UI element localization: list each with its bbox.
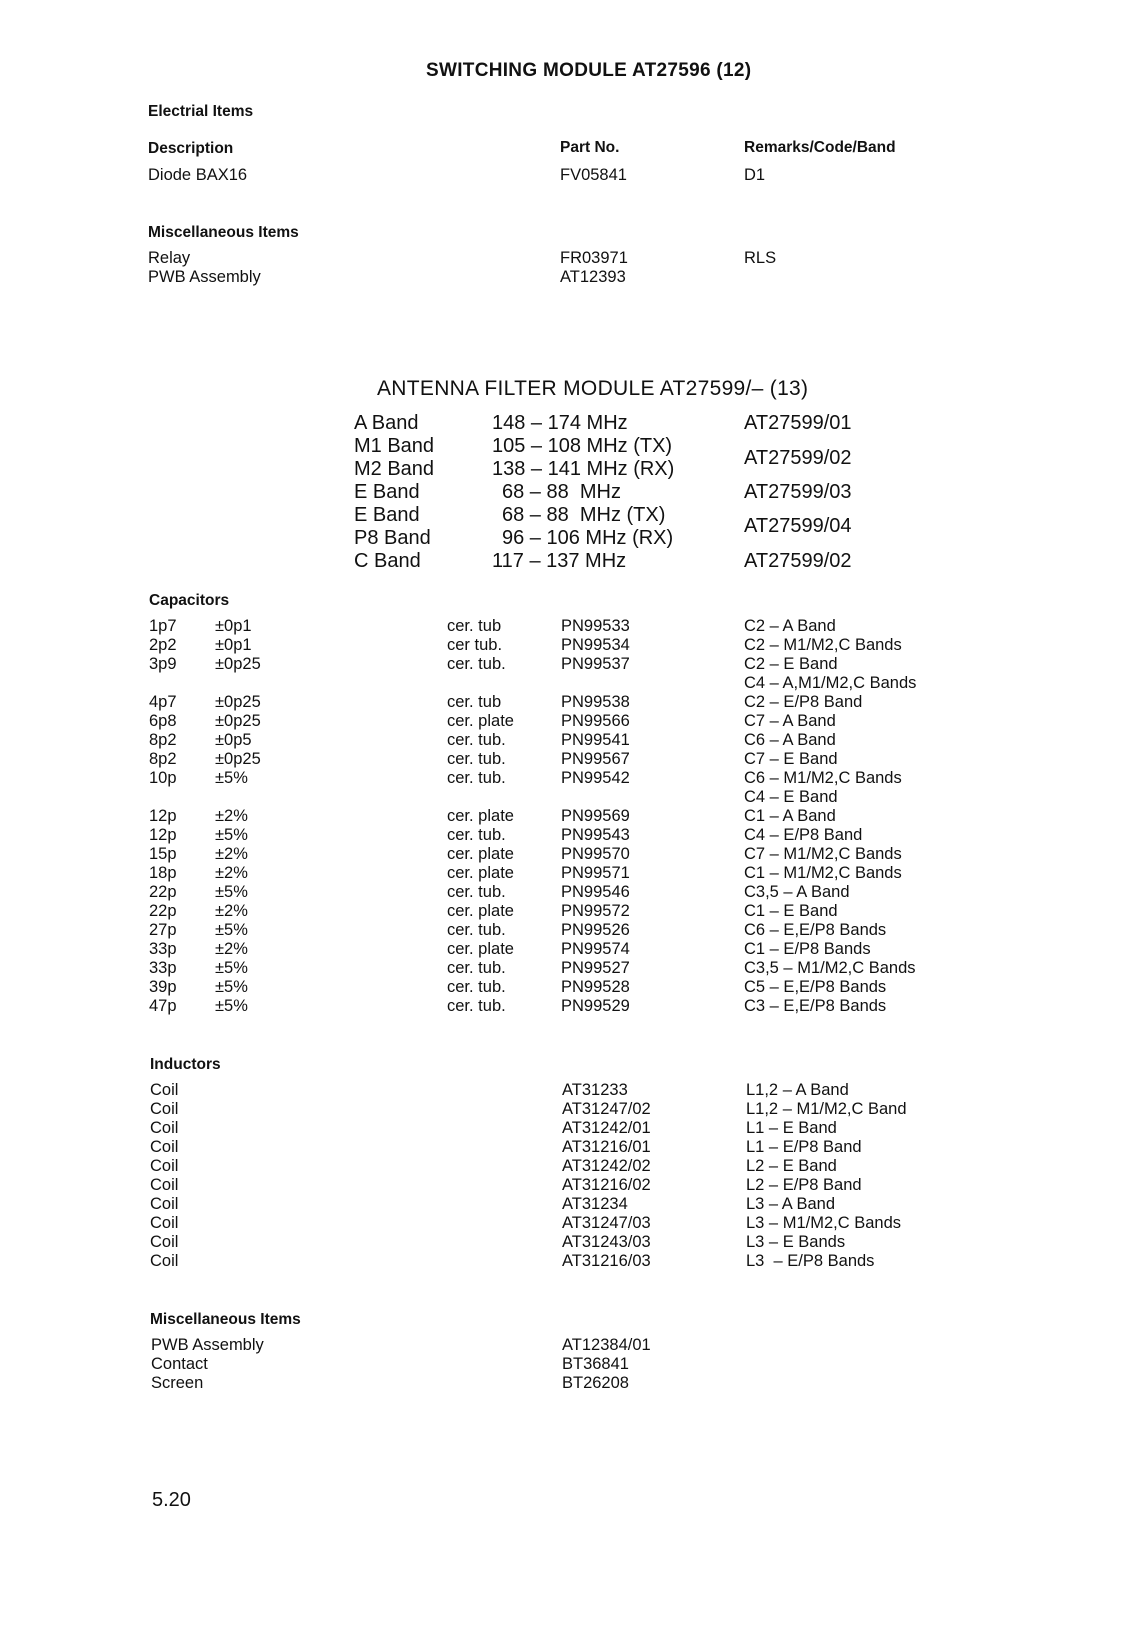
capacitor-row (0, 617, 1130, 637)
cap-part-no: PN99534 (561, 636, 630, 654)
item-part-no: AT12393 (560, 268, 626, 286)
capacitor-row (0, 978, 1130, 998)
band-frequency: 105 – 108 MHz (TX) (492, 435, 673, 457)
capacitor-row (0, 921, 1130, 941)
item-description: Diode BAX16 (148, 166, 248, 184)
capacitor-row (0, 788, 1130, 808)
misc-item-row (0, 1355, 1130, 1375)
module-code: AT27599/02 (744, 447, 852, 469)
misc-item-row (0, 1374, 1130, 1394)
module-code: AT27599/04 (744, 515, 852, 537)
cap-remark: C3 – E,E/P8 Bands (744, 997, 887, 1015)
capacitor-row (0, 674, 1130, 694)
inductor-row (0, 1138, 1130, 1158)
inductor-remark: L1,2 – M1/M2,C Band (746, 1100, 907, 1118)
cap-value: 3p9 (149, 655, 177, 673)
cap-tolerance: ±5% (215, 769, 248, 787)
inductor-row (0, 1252, 1130, 1272)
item-part-no: AT12384/01 (562, 1336, 651, 1354)
inductor-remark: L2 – E/P8 Band (746, 1176, 862, 1194)
item-remark: RLS (744, 249, 777, 267)
cap-tolerance: ±5% (215, 883, 248, 901)
band-name: P8 Band (354, 527, 431, 549)
cap-type: cer. plate (447, 864, 514, 882)
inductor-part-no: AT31234 (562, 1195, 628, 1213)
module-code: AT27599/03 (744, 481, 852, 503)
cap-tolerance: ±5% (215, 959, 248, 977)
cap-tolerance: ±0p1 (215, 617, 252, 635)
cap-remark: C1 – E Band (744, 902, 838, 920)
cap-value: 27p (149, 921, 177, 939)
cap-remark: C6 – E,E/P8 Bands (744, 921, 887, 939)
misc-item-row (0, 1336, 1130, 1356)
cap-remark: C1 – E/P8 Bands (744, 940, 871, 958)
cap-remark: C5 – E,E/P8 Bands (744, 978, 887, 996)
col-part-header: Part No. (560, 139, 620, 156)
cap-remark: C3,5 – M1/M2,C Bands (744, 959, 916, 977)
cap-value: 1p7 (149, 617, 177, 635)
antenna-title: ANTENNA FILTER MODULE AT27599/– (13) (377, 377, 809, 400)
cap-tolerance: ±0p25 (215, 693, 261, 711)
item-part-no: BT26208 (562, 1374, 629, 1392)
capacitor-row (0, 769, 1130, 789)
cap-value: 6p8 (149, 712, 177, 730)
inductor-part-no: AT31247/03 (562, 1214, 651, 1232)
inductor-description: Coil (150, 1100, 179, 1118)
cap-type: cer tub. (447, 636, 503, 654)
cap-remark: C6 – A Band (744, 731, 836, 749)
item-part-no: FR03971 (560, 249, 628, 267)
module-code: AT27599/02 (744, 550, 852, 572)
cap-remark: C4 – E Band (744, 788, 838, 806)
cap-value: 33p (149, 959, 177, 977)
misc-item-row (0, 249, 1130, 269)
electrical-items-heading: Electrial Items (148, 103, 254, 120)
cap-type: cer. plate (447, 845, 514, 863)
inductor-description: Coil (150, 1233, 179, 1251)
cap-tolerance: ±5% (215, 978, 248, 996)
cap-value: 22p (149, 902, 177, 920)
cap-remark: C4 – A,M1/M2,C Bands (744, 674, 917, 692)
band-frequency: 148 – 174 MHz (492, 412, 628, 434)
cap-remark: C6 – M1/M2,C Bands (744, 769, 902, 787)
cap-value: 8p2 (149, 750, 177, 768)
inductor-row (0, 1214, 1130, 1234)
inductor-row (0, 1233, 1130, 1253)
electrical-item-row (0, 166, 1130, 186)
item-description: PWB Assembly (148, 268, 261, 286)
inductor-description: Coil (150, 1214, 179, 1232)
inductor-part-no: AT31216/02 (562, 1176, 651, 1194)
cap-tolerance: ±5% (215, 921, 248, 939)
cap-remark: C1 – A Band (744, 807, 836, 825)
capacitor-row (0, 636, 1130, 656)
item-description: PWB Assembly (151, 1336, 264, 1354)
cap-type: cer. plate (447, 807, 514, 825)
capacitor-row (0, 807, 1130, 827)
item-description: Screen (151, 1374, 204, 1392)
band-name: A Band (354, 412, 419, 434)
cap-part-no: PN99569 (561, 807, 630, 825)
misc-item-row (0, 268, 1130, 288)
item-description: Relay (148, 249, 191, 267)
cap-tolerance: ±5% (215, 997, 248, 1015)
capacitor-row (0, 731, 1130, 751)
item-part-no: BT36841 (562, 1355, 629, 1373)
item-part-no: FV05841 (560, 166, 627, 184)
inductor-description: Coil (150, 1119, 179, 1137)
inductor-description: Coil (150, 1157, 179, 1175)
capacitor-row (0, 826, 1130, 846)
cap-part-no: PN99527 (561, 959, 630, 977)
capacitor-row (0, 712, 1130, 732)
cap-remark: C2 – E Band (744, 655, 838, 673)
cap-part-no: PN99566 (561, 712, 630, 730)
inductor-part-no: AT31247/02 (562, 1100, 651, 1118)
cap-part-no: PN99526 (561, 921, 630, 939)
cap-tolerance: ±0p25 (215, 712, 261, 730)
cap-value: 15p (149, 845, 177, 863)
cap-type: cer. plate (447, 902, 514, 920)
cap-part-no: PN99546 (561, 883, 630, 901)
cap-tolerance: ±2% (215, 807, 248, 825)
page-number: 5.20 (152, 1489, 191, 1511)
cap-part-no: PN99572 (561, 902, 630, 920)
band-name: E Band (354, 481, 420, 503)
cap-value: 18p (149, 864, 177, 882)
cap-part-no: PN99533 (561, 617, 630, 635)
cap-remark: C4 – E/P8 Band (744, 826, 863, 844)
capacitor-row (0, 693, 1130, 713)
inductor-description: Coil (150, 1195, 179, 1213)
cap-value: 22p (149, 883, 177, 901)
cap-remark: C7 – E Band (744, 750, 838, 768)
inductors-heading: Inductors (150, 1056, 221, 1073)
capacitor-row (0, 845, 1130, 865)
band-frequency: 68 – 88 MHz (TX) (502, 504, 666, 526)
switching-title: SWITCHING MODULE AT27596 (12) (426, 60, 752, 81)
item-remark: D1 (744, 166, 766, 184)
col-description-header: Description (148, 140, 234, 157)
cap-tolerance: ±0p5 (215, 731, 252, 749)
cap-tolerance: ±5% (215, 826, 248, 844)
cap-part-no: PN99528 (561, 978, 630, 996)
antenna-misc-heading: Miscellaneous Items (150, 1311, 301, 1328)
cap-value: 12p (149, 826, 177, 844)
cap-value: 39p (149, 978, 177, 996)
cap-type: cer. plate (447, 712, 514, 730)
cap-part-no: PN99542 (561, 769, 630, 787)
cap-value: 8p2 (149, 731, 177, 749)
cap-part-no: PN99537 (561, 655, 630, 673)
cap-type: cer. tub. (447, 731, 506, 749)
inductor-remark: L3 – A Band (746, 1195, 836, 1213)
inductor-row (0, 1081, 1130, 1101)
band-frequency: 96 – 106 MHz (RX) (502, 527, 674, 549)
cap-value: 47p (149, 997, 177, 1015)
cap-part-no: PN99571 (561, 864, 630, 882)
cap-part-no: PN99574 (561, 940, 630, 958)
band-name: E Band (354, 504, 420, 526)
cap-remark: C1 – M1/M2,C Bands (744, 864, 902, 882)
inductor-part-no: AT31216/03 (562, 1252, 651, 1270)
capacitor-row (0, 883, 1130, 903)
inductor-description: Coil (150, 1081, 179, 1099)
inductor-row (0, 1195, 1130, 1215)
cap-remark: C3,5 – A Band (744, 883, 850, 901)
col-remarks-header: Remarks/Code/Band (744, 139, 896, 156)
inductor-remark: L2 – E Band (746, 1157, 837, 1175)
cap-part-no: PN99567 (561, 750, 630, 768)
band-frequency: 138 – 141 MHz (RX) (492, 458, 675, 480)
band-frequency: 68 – 88 MHz (502, 481, 621, 503)
cap-type: cer. tub. (447, 978, 506, 996)
band-name: M1 Band (354, 435, 435, 457)
cap-tolerance: ±2% (215, 902, 248, 920)
inductor-part-no: AT31242/01 (562, 1119, 651, 1137)
cap-type: cer. plate (447, 940, 514, 958)
capacitor-row (0, 750, 1130, 770)
inductor-description: Coil (150, 1138, 179, 1156)
inductor-remark: L3 – E/P8 Bands (746, 1252, 875, 1270)
cap-value: 12p (149, 807, 177, 825)
inductor-part-no: AT31233 (562, 1081, 628, 1099)
cap-tolerance: ±2% (215, 864, 248, 882)
capacitor-row (0, 655, 1130, 675)
inductor-row (0, 1157, 1130, 1177)
cap-remark: C2 – E/P8 Band (744, 693, 863, 711)
cap-remark: C7 – M1/M2,C Bands (744, 845, 902, 863)
capacitor-row (0, 864, 1130, 884)
inductor-remark: L3 – E Bands (746, 1233, 846, 1251)
inductor-remark: L1,2 – A Band (746, 1081, 849, 1099)
cap-value: 10p (149, 769, 177, 787)
capacitor-row (0, 959, 1130, 979)
inductor-part-no: AT31243/03 (562, 1233, 651, 1251)
cap-type: cer. tub. (447, 655, 506, 673)
cap-type: cer. tub. (447, 750, 506, 768)
cap-type: cer. tub. (447, 769, 506, 787)
cap-remark: C7 – A Band (744, 712, 836, 730)
inductor-remark: L1 – E Band (746, 1119, 837, 1137)
inductor-row (0, 1100, 1130, 1120)
inductor-part-no: AT31216/01 (562, 1138, 651, 1156)
cap-tolerance: ±0p25 (215, 655, 261, 673)
cap-type: cer. tub. (447, 997, 506, 1015)
capacitor-row (0, 940, 1130, 960)
cap-type: cer. tub (447, 617, 502, 635)
cap-value: 4p7 (149, 693, 177, 711)
cap-remark: C2 – A Band (744, 617, 836, 635)
inductor-remark: L3 – M1/M2,C Bands (746, 1214, 901, 1232)
inductor-row (0, 1119, 1130, 1139)
cap-part-no: PN99541 (561, 731, 630, 749)
band-name: M2 Band (354, 458, 435, 480)
capacitor-row (0, 902, 1130, 922)
inductor-remark: L1 – E/P8 Band (746, 1138, 862, 1156)
cap-type: cer. tub. (447, 826, 506, 844)
cap-tolerance: ±0p25 (215, 750, 261, 768)
band-frequency: 117 – 137 MHz (492, 550, 627, 572)
cap-value: 2p2 (149, 636, 177, 654)
cap-part-no: PN99543 (561, 826, 630, 844)
inductor-row (0, 1176, 1130, 1196)
module-code: AT27599/01 (744, 412, 852, 434)
inductor-description: Coil (150, 1176, 179, 1194)
cap-type: cer. tub. (447, 883, 506, 901)
cap-remark: C2 – M1/M2,C Bands (744, 636, 902, 654)
item-description: Contact (151, 1355, 208, 1373)
capacitor-row (0, 997, 1130, 1017)
cap-tolerance: ±0p1 (215, 636, 252, 654)
switching-misc-heading: Miscellaneous Items (148, 224, 299, 241)
capacitors-heading: Capacitors (149, 592, 230, 609)
cap-part-no: PN99529 (561, 997, 630, 1015)
cap-part-no: PN99538 (561, 693, 630, 711)
band-name: C Band (354, 550, 421, 572)
cap-tolerance: ±2% (215, 940, 248, 958)
cap-type: cer. tub. (447, 959, 506, 977)
inductor-part-no: AT31242/02 (562, 1157, 651, 1175)
cap-value: 33p (149, 940, 177, 958)
cap-tolerance: ±2% (215, 845, 248, 863)
inductor-description: Coil (150, 1252, 179, 1270)
cap-type: cer. tub. (447, 921, 506, 939)
cap-part-no: PN99570 (561, 845, 630, 863)
cap-type: cer. tub (447, 693, 502, 711)
